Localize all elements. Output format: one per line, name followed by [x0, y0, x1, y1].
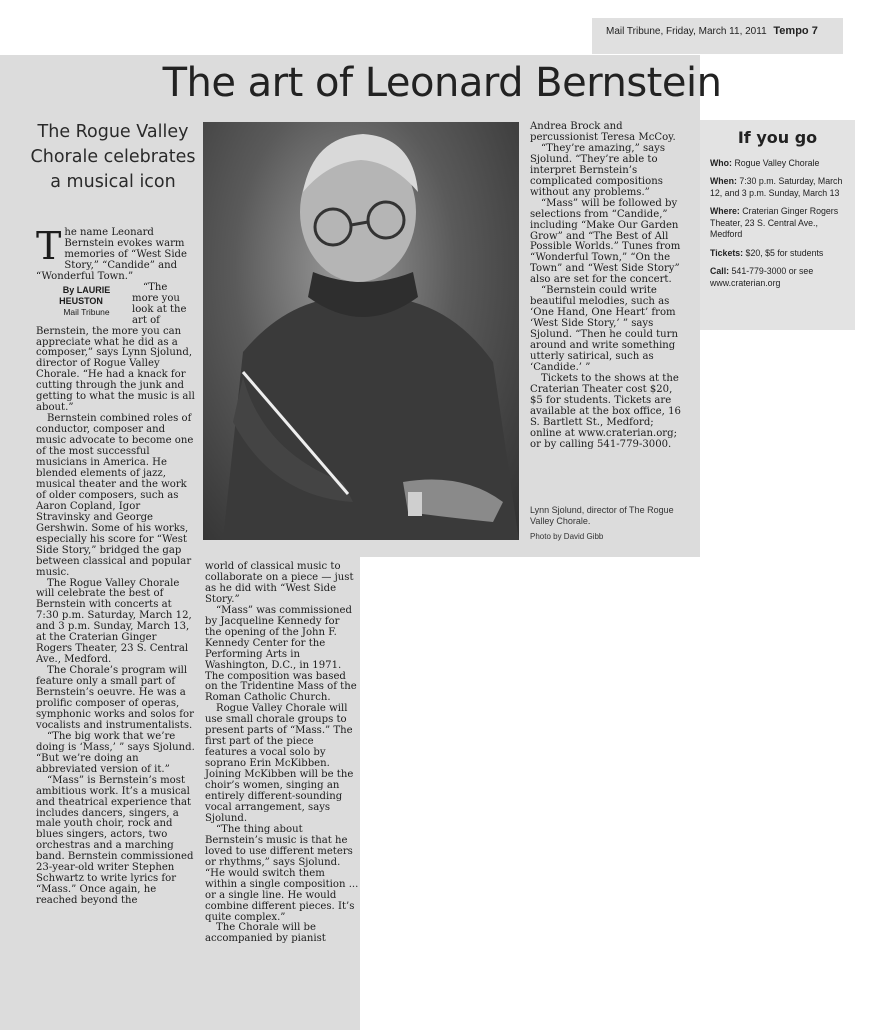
article-paragraph: “Mass” is Bernstein’s most ambitious work. It’s a musical and theatrical experience that includes dancers, singers, a male youth choir, rock and blues singers, actors, two orchestras and a marching band. Bernstein commissioned 23-year-old writer Stephen Schwartz to write lyrics for “Mass.” Once again, he reached beyond the [36, 774, 194, 907]
article-paragraph: “The big work that we’re doing is ‘Mass,’ ” says Sjolund. “But we’re doing an abbreviated version of it.” [36, 730, 195, 775]
infobox-item-where: Where: Craterian Ginger Rogers Theater, 23 S. Central Ave., Medford [710, 206, 839, 239]
article-paragraph: world of classical music to collaborate on a piece — just as he did with “West Side Story.” [205, 561, 354, 605]
byline [36, 285, 126, 317]
byline-org: Mail Tribune [63, 306, 110, 317]
drop-cap: T [36, 224, 62, 268]
photo-credit: Photo by David Gibb [530, 532, 604, 541]
article-column-1 [36, 224, 195, 907]
infobox-item-call: Call: 541-779-3000 or see www.craterian.org [710, 266, 814, 288]
bernstein-photo [203, 122, 519, 540]
article-column-2 [205, 562, 359, 945]
article-paragraph: “The thing about Bernstein’s music is that he loved to use different meters or rhythms,” says Sjolund. “He would switch them within a single composition ... or a single line. He would combine different pieces. It’s quite complex.” [205, 823, 359, 923]
article-paragraph: Tickets to the shows at the Craterian Theater cost $20, $5 for students. Tickets are available at the box office, 16 S. Bartlett St., Medford; online at www.craterian.org; or by calling 541-779-3000. [530, 372, 681, 450]
article-paragraph: Andrea Brock and percussionist Teresa McCoy. [530, 121, 676, 143]
article-paragraph: “Mass” was commissioned by Jacqueline Kennedy for the opening of the John F. Kennedy Center for the Performing Arts in Washington, D.C., in 1971. The composition was based on the Tridentine Mass of the Roman Catholic Church. [205, 604, 357, 704]
article-paragraph: “Mass” will be followed by selections from “Candide,” including “Make Our Garden Grow” and “The Best of All Possible Worlds.” Tunes from “Wonderful Town,” “On the Town” and “West Side Story” also are set for the concert. [530, 197, 681, 286]
infobox-title: If you go [737, 128, 818, 147]
article-paragraph: “Bernstein could write beautiful melodies, such as ‘One Hand, One Heart’ from ‘West Side Story,’ ” says Sjolund. “Then he could turn around and write something utterly satirical, such as ‘Candide.’ ” [530, 285, 679, 373]
article-paragraph: The name Leonard Bernstein evokes warm memories of “West Side Story,” “Candide” and “Wonderful Town.” [36, 224, 187, 282]
portrait-illustration [203, 122, 519, 540]
headline: The art of Leonard Bernstein [162, 60, 722, 106]
if-you-go-box [700, 120, 855, 330]
article-paragraph: Rogue Valley Chorale will use small chorale groups to present parts of “Mass.” The first part of the piece features a vocal solo by soprano Erin McKibben. Joining McKibben will be the choir’s women, singing an entirely different-sounding vocal arrangement, says Sjolund. [205, 703, 354, 824]
infobox-item-tickets: Tickets: $20, $5 for students [710, 247, 824, 258]
photo-caption [530, 505, 690, 542]
article-paragraph: “They’re amazing,” says Sjolund. “They’re able to interpret Bernstein’s complicated compositions without any problems.” [530, 142, 666, 198]
subheadline: The Rogue Valley Chorale celebrates a musical icon [30, 122, 196, 192]
article-paragraph: The Chorale will be accompanied by pianist [205, 922, 326, 945]
page-header [606, 25, 818, 37]
header-section: Tempo 7 [773, 25, 818, 37]
header-dateline: Mail Tribune, Friday, March 11, 2011 [606, 26, 767, 37]
article-paragraph: The Chorale’s program will feature only a small part of Bernstein’s oeuvre. He was a prolific composer of operas, symphonic works and solos for vocalists and instrumentalists. [36, 665, 194, 731]
infobox-item-who: Who: Rogue Valley Chorale [710, 157, 820, 168]
infobox-item-when: When: 7:30 p.m. Saturday, March 12, and 3 p.m. Sunday, March 13 [710, 176, 843, 198]
byline-name: By LAURIE HEUSTON [59, 284, 111, 306]
caption-text: Lynn Sjolund, director of The Rogue Valley Chorale. [530, 505, 674, 526]
article-paragraph: The Rogue Valley Chorale will celebrate the best of Bernstein with concerts at 7:30 p.m. Saturday, March 12, and 3 p.m. Sunday, March 13, at the Craterian Ginger Rogers Theater, 23 S. Central Ave., Medford. [36, 577, 192, 666]
article-paragraph: By LAURIE HEUSTON Mail Tribune “The more you look at the art of Bernstein, the more you can appreciate what he did as a composer,” says Lynn Sjolund, director of Rogue Valley Chorale. “He had a knack for cutting through the junk and getting to what the music is all about.” [36, 281, 195, 414]
article-paragraph: Bernstein combined roles of conductor, composer and music advocate to become one of the most successful musicians in America. He blended elements of jazz, musical theater and the work of older composers, such as Aaron Copland, Igor Stravinsky and George Gershwin. Some of his works, especially his score for “West Side Story,” bridged the gap between classical and popular music. [36, 413, 194, 578]
article-column-3 [530, 122, 688, 451]
